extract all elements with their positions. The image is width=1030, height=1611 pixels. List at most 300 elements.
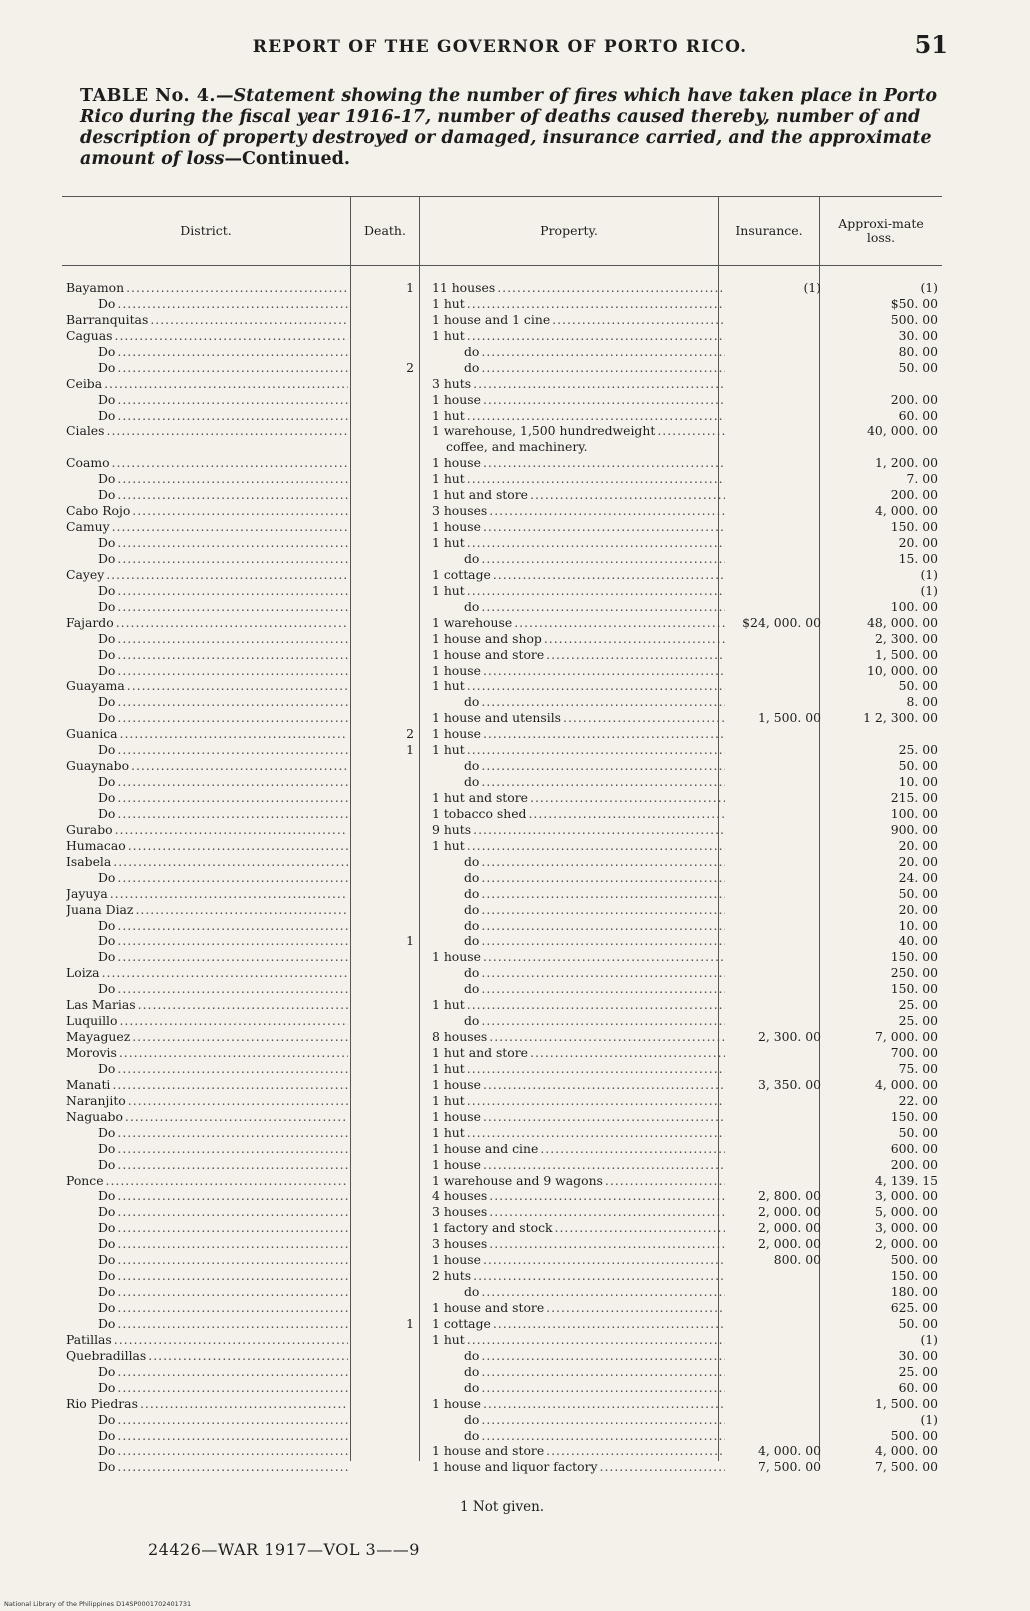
property-cell: 1 house and liquor factory .....	[432, 1459, 725, 1475]
table-row	[62, 710, 942, 726]
scan-credit: National Library of the Philippines D14SP0001702401731	[4, 1600, 192, 1608]
loss-cell: 3, 000. 00	[874, 1220, 938, 1236]
property-cell: 1 house .....	[432, 1109, 725, 1125]
table-row	[62, 599, 942, 615]
table-row	[62, 902, 942, 918]
loss-cell: $50. 00	[890, 295, 938, 311]
district-cell: Do .....	[66, 774, 348, 790]
district-cell: Barranquitas .....	[66, 312, 348, 328]
table-row	[62, 1013, 942, 1029]
loss-cell: 2, 000. 00	[874, 1236, 938, 1252]
table-row	[62, 726, 942, 742]
loss-cell: 900. 00	[890, 821, 938, 837]
table-row	[62, 1364, 942, 1380]
district-cell: Manati .....	[66, 1077, 348, 1093]
district-cell: Do .....	[66, 583, 348, 599]
property-cell: 1 house .....	[432, 1157, 725, 1173]
loss-cell: 600. 00	[890, 1140, 938, 1156]
table-row	[62, 1157, 942, 1173]
district-cell: Guanica .....	[66, 726, 348, 742]
loss-cell: 1, 200. 00	[874, 455, 938, 471]
property-cell: 1 hut .....	[432, 1332, 725, 1348]
loss-cell: 200. 00	[890, 391, 938, 407]
district-cell: Humacao .....	[66, 838, 348, 854]
property-cell: do .....	[432, 551, 725, 567]
table-row	[62, 742, 942, 758]
district-cell: Patillas .....	[66, 1332, 348, 1348]
table-row	[62, 551, 942, 567]
table-row	[62, 583, 942, 599]
table-row	[62, 344, 942, 360]
property-cell: 3 huts .....	[432, 376, 725, 392]
page-number: 51	[914, 30, 948, 59]
district-cell: Coamo .....	[66, 455, 348, 471]
property-cell: 1 hut .....	[432, 1093, 725, 1109]
district-cell: Morovis .....	[66, 1045, 348, 1061]
district-cell: Do .....	[66, 918, 348, 934]
table-row	[62, 567, 942, 583]
district-cell: Do .....	[66, 1204, 348, 1220]
table-row	[62, 647, 942, 663]
loss-cell: 250. 00	[890, 965, 938, 981]
loss-cell: 180. 00	[890, 1284, 938, 1300]
property-cell: 1 house .....	[432, 1396, 725, 1412]
property-cell: 8 houses .....	[432, 1029, 725, 1045]
table-row	[62, 1268, 942, 1284]
table-row	[62, 312, 942, 328]
death-cell: 1	[406, 280, 414, 295]
property-cell: do .....	[432, 1380, 725, 1396]
property-cell: 1 hut .....	[432, 328, 725, 344]
table-row	[62, 1077, 942, 1093]
property-cell: 1 hut .....	[432, 471, 725, 487]
property-cell: 11 houses .....	[432, 280, 725, 296]
district-cell: Do .....	[66, 535, 348, 551]
table-body	[62, 280, 942, 1475]
district-cell: Do .....	[66, 1236, 348, 1252]
district-cell: Do .....	[66, 1157, 348, 1173]
col-header-loss: Approxi-mate loss.	[838, 216, 924, 245]
col-header-district: District.	[180, 223, 232, 238]
district-cell: Do .....	[66, 1188, 348, 1204]
insurance-cell: 7, 500. 00	[757, 1459, 821, 1475]
district-cell: Do .....	[66, 344, 348, 360]
loss-cell: 30. 00	[898, 1347, 938, 1363]
table-row	[62, 535, 942, 551]
district-cell: Mayaguez .....	[66, 1029, 348, 1045]
table-header	[62, 196, 942, 266]
table-row	[62, 376, 942, 392]
loss-cell: 215. 00	[890, 790, 938, 805]
property-cell: do .....	[432, 1428, 725, 1444]
table-row	[62, 360, 942, 376]
district-cell: Do .....	[66, 1316, 348, 1332]
table-row	[62, 854, 942, 870]
table-row	[62, 663, 942, 679]
property-cell: 1 cottage .....	[432, 1316, 725, 1332]
table-row	[62, 918, 942, 934]
district-cell: Do .....	[66, 1364, 348, 1380]
property-cell: 1 hut and store .....	[432, 790, 725, 806]
table-row	[62, 631, 942, 647]
property-cell: 1 hut .....	[432, 678, 725, 694]
insurance-cell: (1)	[803, 280, 821, 295]
table-row	[62, 1236, 942, 1252]
district-cell: Fajardo .....	[66, 615, 348, 631]
insurance-cell: 2, 300. 00	[757, 1029, 821, 1045]
table-row	[62, 296, 942, 312]
property-cell: 1 hut .....	[432, 1125, 725, 1141]
property-cell: do .....	[432, 902, 725, 918]
property-cell: 2 huts .....	[432, 1268, 725, 1284]
property-cell: 1 hut .....	[432, 742, 725, 758]
property-cell: do .....	[432, 918, 725, 934]
district-cell: Juana Diaz .....	[66, 902, 348, 918]
insurance-cell: 1, 500. 00	[757, 710, 821, 726]
property-cell: do .....	[432, 599, 725, 615]
district-cell: Bayamon .....	[66, 280, 348, 296]
loss-cell: 1, 500. 00	[874, 1395, 938, 1411]
district-cell: Rio Piedras .....	[66, 1396, 348, 1412]
loss-cell: 150. 00	[890, 1268, 938, 1284]
loss-cell: 50. 00	[898, 678, 938, 694]
loss-cell: 100. 00	[890, 598, 938, 614]
property-cell: 1 house and shop .....	[432, 631, 725, 647]
death-cell: 2	[406, 726, 414, 742]
district-cell: Ceiba .....	[66, 376, 348, 392]
loss-cell: 60. 00	[898, 407, 938, 423]
district-cell: Do .....	[66, 1443, 348, 1459]
caption-continued: —Continued.	[224, 149, 350, 169]
property-cell: do .....	[432, 694, 725, 710]
district-cell: Do .....	[66, 360, 348, 376]
loss-cell: 24. 00	[898, 869, 938, 885]
insurance-cell: 2, 000. 00	[757, 1236, 821, 1252]
property-cell: do .....	[432, 933, 725, 949]
table-row	[62, 1173, 942, 1189]
loss-cell: 15. 00	[898, 550, 938, 566]
property-cell: 1 house .....	[432, 392, 725, 408]
table-row	[62, 1396, 942, 1412]
property-cell: 1 hut .....	[432, 838, 725, 854]
property-cell: do .....	[432, 870, 725, 886]
loss-cell: 10. 00	[898, 917, 938, 933]
property-cell: 1 house and store .....	[432, 1443, 725, 1459]
loss-cell: 30. 00	[898, 327, 938, 343]
property-cell: 1 hut and store .....	[432, 1045, 725, 1061]
loss-cell: 150. 00	[890, 949, 938, 965]
loss-cell: 5, 000. 00	[874, 1204, 938, 1220]
table-row	[62, 1029, 942, 1045]
loss-cell: 50. 00	[898, 1124, 938, 1140]
property-cell: do .....	[432, 854, 725, 870]
loss-cell: 25. 00	[898, 742, 938, 758]
district-cell: Do .....	[66, 647, 348, 663]
table-row	[62, 678, 942, 694]
insurance-cell: 800. 00	[773, 1252, 821, 1268]
table-row	[62, 1284, 942, 1300]
table-row	[62, 949, 942, 965]
footnote: 1 Not given.	[460, 1499, 545, 1515]
table-row	[62, 1300, 942, 1316]
loss-cell: 700. 00	[890, 1045, 938, 1060]
district-cell: Do .....	[66, 1284, 348, 1300]
loss-cell: 3, 000. 00	[874, 1188, 938, 1204]
table-row	[62, 886, 942, 902]
loss-cell: 25. 00	[898, 997, 938, 1013]
insurance-cell: 2, 800. 00	[757, 1188, 821, 1204]
district-cell: Do .....	[66, 1141, 348, 1157]
table-row	[62, 1380, 942, 1396]
loss-cell: 20. 00	[898, 853, 938, 869]
table-row	[62, 1220, 942, 1236]
caption-description: —Statement showing the number of fires which have taken place in Porto Rico during the fiscal year 1916-17, number of deaths caused thereby, number of and description of property destroyed or damaged, insurance carried, and the approximate amount of loss	[80, 86, 938, 169]
table-row	[62, 1459, 942, 1475]
table-row	[62, 694, 942, 710]
col-header-property: Property.	[540, 223, 598, 238]
district-cell: Do .....	[66, 487, 348, 503]
col-header-death: Death.	[364, 223, 406, 238]
loss-cell: (1)	[920, 582, 938, 598]
insurance-cell: 2, 000. 00	[757, 1220, 821, 1236]
loss-cell: 150. 00	[890, 1108, 938, 1124]
running-head: REPORT OF THE GOVERNOR OF PORTO RICO.	[252, 37, 748, 57]
loss-cell: 48, 000. 00	[867, 614, 938, 630]
district-cell: Do .....	[66, 1412, 348, 1428]
table-row	[62, 1443, 942, 1459]
table-row	[62, 1348, 942, 1364]
table-row	[62, 822, 942, 838]
property-cell: 1 house .....	[432, 949, 725, 965]
loss-cell: 7, 500. 00	[874, 1459, 938, 1475]
district-cell: Quebradillas .....	[66, 1348, 348, 1364]
loss-cell: 1 2, 300. 00	[863, 710, 938, 726]
printer-imprint: 24426—WAR 1917—VOL 3——9	[148, 1540, 420, 1559]
loss-cell: 25. 00	[898, 1013, 938, 1029]
district-cell: Do .....	[66, 1268, 348, 1284]
table-row	[62, 1188, 942, 1204]
death-cell: 1	[406, 742, 414, 758]
loss-cell: (1)	[920, 1411, 938, 1427]
table-row	[62, 392, 942, 408]
district-cell: Do .....	[66, 1125, 348, 1141]
table-row	[62, 519, 942, 535]
district-cell: Do .....	[66, 1428, 348, 1444]
district-cell: Do .....	[66, 694, 348, 710]
district-cell: Gurabo .....	[66, 822, 348, 838]
loss-cell: 50. 00	[898, 758, 938, 774]
property-cell: do .....	[432, 965, 725, 981]
loss-cell: (1)	[920, 1331, 938, 1347]
property-cell: 1 hut .....	[432, 583, 725, 599]
table-row	[62, 838, 942, 854]
property-cell: do .....	[432, 1364, 725, 1380]
property-cell: 1 house and utensils .....	[432, 710, 725, 726]
district-cell: Isabela .....	[66, 854, 348, 870]
page-header	[60, 28, 950, 68]
district-cell: Do .....	[66, 1300, 348, 1316]
property-cell: 1 hut .....	[432, 1061, 725, 1077]
property-cell: 1 hut .....	[432, 296, 725, 312]
property-cell: 4 houses .....	[432, 1188, 725, 1204]
loss-cell: 7. 00	[906, 471, 938, 487]
property-cell: 1 hut .....	[432, 408, 725, 424]
table-row	[62, 1093, 942, 1109]
property-cell: 3 houses .....	[432, 1236, 725, 1252]
loss-cell: 75. 00	[898, 1060, 938, 1076]
loss-cell: (1)	[920, 566, 938, 582]
property-cell: 1 house .....	[432, 1077, 725, 1093]
property-cell: 1 cottage .....	[432, 567, 725, 583]
loss-cell: 150. 00	[890, 519, 938, 535]
table-row	[62, 455, 942, 471]
district-cell: Do .....	[66, 1252, 348, 1268]
property-cell: 1 house and store .....	[432, 647, 725, 663]
district-cell: Do .....	[66, 1380, 348, 1396]
district-cell: Do .....	[66, 710, 348, 726]
property-cell: do .....	[432, 774, 725, 790]
table-row	[62, 1252, 942, 1268]
loss-cell: 500. 00	[890, 311, 938, 327]
table-row	[62, 471, 942, 487]
property-cell: 1 hut .....	[432, 535, 725, 551]
table-row	[62, 1109, 942, 1125]
loss-cell: 10. 00	[898, 774, 938, 790]
table-row	[62, 1204, 942, 1220]
property-cell: coffee, and machinery.	[446, 439, 588, 455]
loss-cell: 4, 000. 00	[874, 1076, 938, 1092]
table-row	[62, 328, 942, 344]
property-cell: 1 house and store .....	[432, 1300, 725, 1316]
property-cell: do .....	[432, 758, 725, 774]
district-cell: Do .....	[66, 551, 348, 567]
district-cell: Ciales .....	[66, 423, 348, 439]
table-row	[62, 1125, 942, 1141]
table-row	[62, 1412, 942, 1428]
loss-cell: 80. 00	[898, 343, 938, 359]
loss-cell: (1)	[920, 280, 938, 295]
loss-cell: 500. 00	[890, 1427, 938, 1443]
table-row	[62, 1316, 942, 1332]
district-cell: Luquillo .....	[66, 1013, 348, 1029]
property-cell: 1 house .....	[432, 1252, 725, 1268]
property-cell: do .....	[432, 1348, 725, 1364]
loss-cell: 20. 00	[898, 901, 938, 917]
district-cell: Guayama .....	[66, 678, 348, 694]
table-row	[62, 1428, 942, 1444]
table-row	[62, 997, 942, 1013]
loss-cell: 625. 00	[890, 1300, 938, 1315]
district-cell: Do .....	[66, 790, 348, 806]
insurance-cell: $24, 000. 00	[742, 614, 821, 630]
table-row	[62, 790, 942, 806]
loss-cell: 60. 00	[898, 1379, 938, 1395]
table-row	[62, 1061, 942, 1077]
property-cell: do .....	[432, 886, 725, 902]
district-cell: Do .....	[66, 981, 348, 997]
loss-cell: 25. 00	[898, 1363, 938, 1379]
loss-cell: 4, 000. 00	[874, 503, 938, 519]
loss-cell: 7, 000. 00	[874, 1029, 938, 1045]
district-cell: Do .....	[66, 599, 348, 615]
table-row	[62, 870, 942, 886]
table-row	[62, 487, 942, 503]
property-cell: 1 warehouse .....	[432, 615, 725, 631]
property-cell: 3 houses .....	[432, 1204, 725, 1220]
table-row	[62, 615, 942, 631]
loss-cell: 50. 00	[898, 359, 938, 375]
property-cell: 1 warehouse, 1,500 hundredweight .....	[432, 423, 725, 439]
loss-cell: 500. 00	[890, 1252, 938, 1268]
table-row	[62, 1141, 942, 1157]
district-cell: Do .....	[66, 1459, 348, 1475]
district-cell: Cabo Rojo .....	[66, 503, 348, 519]
table-row	[62, 439, 942, 455]
death-cell: 1	[406, 1315, 414, 1331]
table-row	[62, 965, 942, 981]
table-row	[62, 423, 942, 439]
district-cell: Do .....	[66, 663, 348, 679]
property-cell: 1 hut and store .....	[432, 487, 725, 503]
property-cell: 1 warehouse and 9 wagons .....	[432, 1173, 725, 1189]
district-cell: Do .....	[66, 408, 348, 424]
property-cell: do .....	[432, 344, 725, 360]
table-row	[62, 933, 942, 949]
district-cell: Do .....	[66, 742, 348, 758]
district-cell: Naguabo .....	[66, 1109, 348, 1125]
property-cell: 3 houses .....	[432, 503, 725, 519]
table-row	[62, 1045, 942, 1061]
table-caption	[80, 86, 940, 170]
property-cell: do .....	[432, 1412, 725, 1428]
property-cell: 1 house .....	[432, 519, 725, 535]
loss-cell: 40, 000. 00	[867, 423, 938, 439]
district-cell: Do .....	[66, 392, 348, 408]
death-cell: 2	[406, 359, 414, 375]
loss-cell: 8. 00	[906, 694, 938, 710]
loss-cell: 40. 00	[898, 933, 938, 949]
loss-cell: 4, 139. 15	[874, 1172, 938, 1188]
property-cell: 1 tobacco shed .....	[432, 806, 725, 822]
loss-cell: 200. 00	[890, 487, 938, 503]
loss-cell: 2, 300. 00	[874, 630, 938, 646]
district-cell: Do .....	[66, 296, 348, 312]
property-cell: do .....	[432, 360, 725, 376]
loss-cell: 20. 00	[898, 535, 938, 550]
property-cell: 1 house .....	[432, 663, 725, 679]
district-cell: Do .....	[66, 471, 348, 487]
loss-cell: 4, 000. 00	[874, 1443, 938, 1459]
loss-cell: 22. 00	[898, 1092, 938, 1108]
property-cell: 1 factory and stock .....	[432, 1220, 725, 1236]
district-cell: Jayuya .....	[66, 886, 348, 902]
table-row	[62, 408, 942, 424]
district-cell: Do .....	[66, 1061, 348, 1077]
property-cell: do .....	[432, 981, 725, 997]
insurance-cell: 4, 000. 00	[757, 1443, 821, 1459]
loss-cell: 1, 500. 00	[874, 646, 938, 662]
district-cell: Camuy .....	[66, 519, 348, 535]
insurance-cell: 2, 000. 00	[757, 1204, 821, 1220]
caption-label: TABLE No. 4.	[80, 86, 216, 106]
district-cell: Guaynabo .....	[66, 758, 348, 774]
loss-cell: 200. 00	[890, 1156, 938, 1172]
loss-cell: 10, 000. 00	[867, 662, 938, 678]
district-cell: Caguas .....	[66, 328, 348, 344]
property-cell: 1 hut .....	[432, 997, 725, 1013]
district-cell: Las Marias .....	[66, 997, 348, 1013]
table-row	[62, 280, 942, 296]
